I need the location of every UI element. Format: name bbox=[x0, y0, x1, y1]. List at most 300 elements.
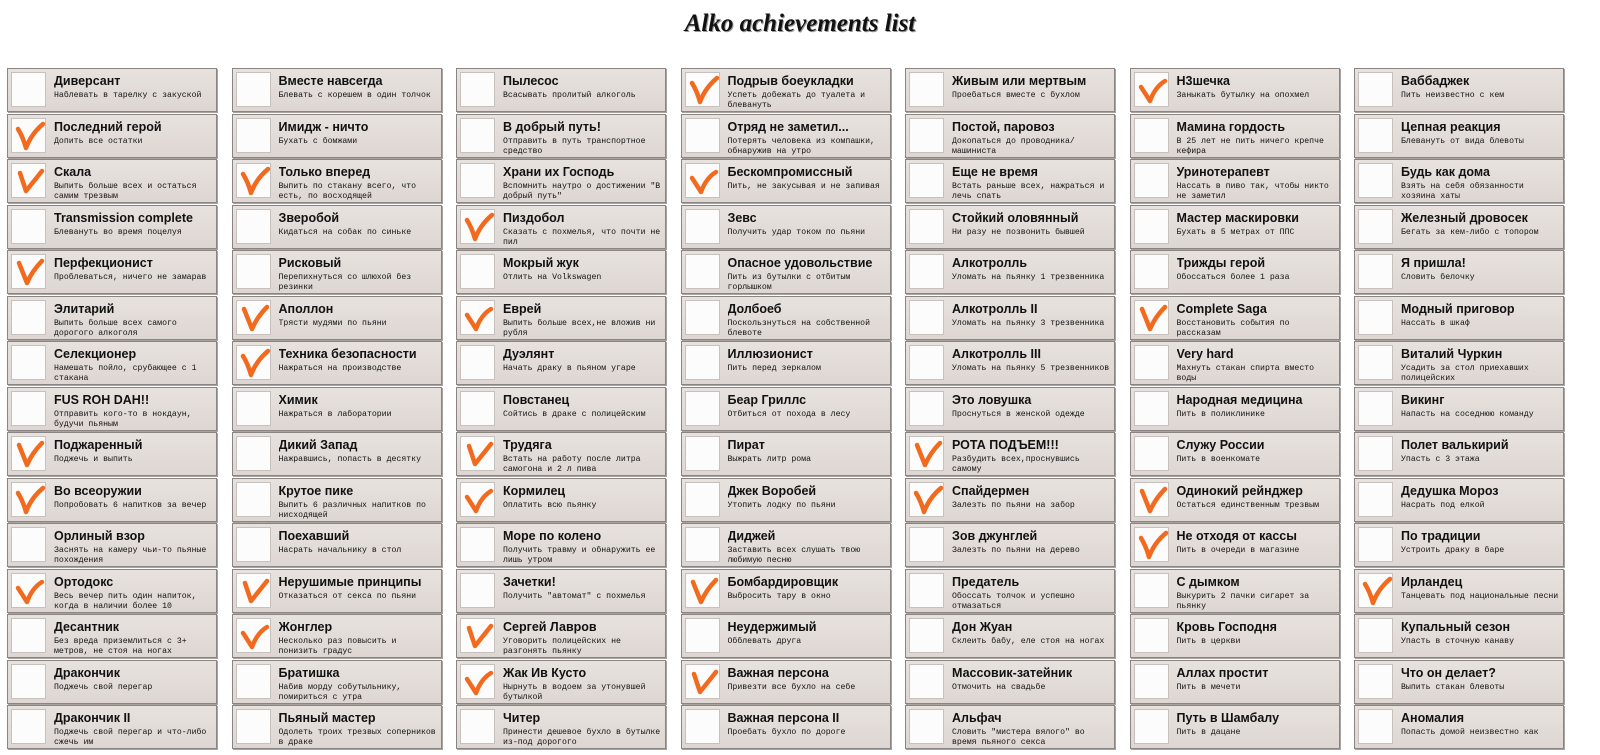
achievement-checkbox[interactable] bbox=[1134, 618, 1169, 653]
achievement-checkbox[interactable] bbox=[1358, 664, 1393, 699]
achievement-card[interactable] bbox=[905, 159, 1115, 203]
checkmark-icon bbox=[686, 73, 721, 108]
achievement-card[interactable] bbox=[681, 478, 891, 522]
achievement-checkbox[interactable] bbox=[236, 709, 271, 744]
achievement-checkbox[interactable] bbox=[685, 209, 720, 244]
achievement-card[interactable] bbox=[232, 296, 442, 340]
achievement-checkbox[interactable] bbox=[1134, 72, 1169, 107]
achievement-checkbox[interactable] bbox=[1358, 163, 1393, 198]
achievement-description: Проблеваться, ничего не замарав bbox=[54, 273, 207, 282]
achievement-description: Пить в очереди в магазине bbox=[1176, 546, 1300, 555]
achievement-title: С дымком bbox=[1176, 574, 1240, 589]
achievement-checkbox[interactable] bbox=[236, 391, 271, 426]
achievement-title: Аллах простит bbox=[1176, 665, 1269, 680]
achievement-checkbox[interactable] bbox=[685, 664, 720, 699]
achievement-card[interactable] bbox=[7, 478, 217, 522]
achievement-card[interactable] bbox=[1354, 569, 1564, 613]
achievement-card[interactable] bbox=[1354, 68, 1564, 112]
achievement-title: Скала bbox=[54, 165, 92, 179]
achievement-card[interactable] bbox=[1354, 660, 1564, 704]
achievement-card[interactable] bbox=[7, 569, 217, 613]
achievement-checkbox[interactable] bbox=[236, 72, 271, 107]
achievement-title: Жак Ив Кусто bbox=[503, 665, 587, 680]
achievement-title: Кормилец bbox=[503, 483, 566, 498]
achievement-title: Еврей bbox=[503, 301, 542, 316]
achievement-card[interactable] bbox=[1130, 569, 1340, 613]
achievement-card[interactable] bbox=[232, 523, 442, 567]
achievement-title: Стойкий оловянный bbox=[952, 210, 1079, 225]
achievement-card[interactable] bbox=[1354, 250, 1564, 294]
achievement-card[interactable] bbox=[7, 250, 217, 294]
achievement-card[interactable] bbox=[1130, 614, 1340, 658]
achievement-card[interactable] bbox=[232, 341, 442, 385]
achievement-checkbox[interactable] bbox=[909, 482, 944, 517]
achievement-card[interactable] bbox=[1130, 432, 1340, 476]
achievement-checkbox[interactable] bbox=[685, 709, 720, 744]
achievement-checkbox[interactable] bbox=[1134, 209, 1169, 244]
achievement-card[interactable] bbox=[232, 68, 442, 112]
achievement-checkbox[interactable] bbox=[909, 664, 944, 699]
achievement-card[interactable] bbox=[232, 387, 442, 431]
achievement-checkbox[interactable] bbox=[11, 72, 46, 107]
achievement-card[interactable] bbox=[456, 387, 666, 431]
achievement-checkbox[interactable] bbox=[1134, 664, 1169, 699]
achievement-card[interactable] bbox=[456, 660, 666, 704]
achievement-title: Аномалия bbox=[1401, 711, 1465, 725]
achievement-card[interactable] bbox=[1354, 705, 1564, 749]
achievement-checkbox[interactable] bbox=[1134, 709, 1169, 744]
achievement-card[interactable] bbox=[681, 296, 891, 340]
achievement-checkbox[interactable] bbox=[1134, 573, 1169, 608]
achievement-card[interactable] bbox=[7, 614, 217, 658]
achievement-checkbox[interactable] bbox=[11, 573, 46, 608]
achievement-card[interactable] bbox=[1130, 205, 1340, 249]
achievement-card[interactable] bbox=[1354, 432, 1564, 476]
achievement-checkbox[interactable] bbox=[685, 618, 720, 653]
achievement-card[interactable] bbox=[1354, 387, 1564, 431]
achievement-checkbox[interactable] bbox=[1358, 482, 1393, 517]
achievement-description: Блевать с корешем в один толчок bbox=[278, 91, 431, 100]
checkmark-icon bbox=[686, 164, 721, 199]
achievement-card[interactable] bbox=[1354, 296, 1564, 340]
achievement-checkbox[interactable] bbox=[11, 436, 46, 471]
achievement-checkbox[interactable] bbox=[11, 664, 46, 699]
achievement-checkbox[interactable] bbox=[685, 254, 720, 289]
achievement-title: Массовик-затейник bbox=[952, 665, 1073, 680]
achievement-card[interactable] bbox=[681, 250, 891, 294]
achievement-checkbox[interactable] bbox=[1358, 118, 1393, 153]
achievement-checkbox[interactable] bbox=[460, 345, 495, 380]
achievement-title: Опасное удовольствие bbox=[727, 256, 873, 270]
achievement-checkbox[interactable] bbox=[460, 618, 495, 653]
achievement-checkbox[interactable] bbox=[1358, 573, 1393, 608]
achievement-checkbox[interactable] bbox=[909, 209, 944, 244]
achievement-checkbox[interactable] bbox=[236, 573, 271, 608]
achievement-description: Залезть по пьяни на дерево bbox=[952, 546, 1080, 555]
achievement-card[interactable] bbox=[456, 341, 666, 385]
achievement-checkbox[interactable] bbox=[236, 300, 271, 335]
achievement-card[interactable] bbox=[232, 114, 442, 158]
achievement-checkbox[interactable] bbox=[685, 300, 720, 335]
achievement-title: Спайдермен bbox=[952, 483, 1030, 498]
achievement-description: Начать драку в пьяном угаре bbox=[503, 364, 636, 373]
achievement-title: Селекционер bbox=[54, 347, 137, 361]
achievement-title: Виталий Чуркин bbox=[1401, 347, 1503, 361]
achievement-description: Обблевать друга bbox=[727, 637, 802, 646]
achievement-checkbox[interactable] bbox=[685, 72, 720, 107]
checkmark-icon bbox=[12, 119, 47, 154]
achievement-checkbox[interactable] bbox=[1358, 72, 1393, 107]
achievement-card[interactable] bbox=[1354, 523, 1564, 567]
achievement-checkbox[interactable] bbox=[11, 618, 46, 653]
achievement-title: Железный дровосек bbox=[1401, 210, 1528, 225]
checkmark-icon bbox=[12, 437, 47, 472]
achievement-card[interactable] bbox=[456, 705, 666, 749]
achievement-card[interactable] bbox=[905, 387, 1115, 431]
achievement-card[interactable] bbox=[1354, 159, 1564, 203]
achievement-title: Трижды герой bbox=[1176, 256, 1266, 270]
achievement-card[interactable] bbox=[1130, 660, 1340, 704]
checkmark-icon bbox=[686, 574, 721, 609]
achievement-card[interactable] bbox=[681, 68, 891, 112]
achievement-checkbox[interactable] bbox=[909, 118, 944, 153]
achievement-checkbox[interactable] bbox=[1358, 709, 1393, 744]
achievement-checkbox[interactable] bbox=[1358, 391, 1393, 426]
achievement-card[interactable] bbox=[905, 614, 1115, 658]
achievement-description: Отказаться от секса по пьяни bbox=[278, 591, 417, 601]
checkmark-icon bbox=[686, 665, 721, 700]
achievement-title: Предатель bbox=[952, 574, 1020, 589]
achievement-card[interactable] bbox=[1130, 705, 1340, 749]
achievement-card[interactable] bbox=[905, 569, 1115, 613]
achievement-checkbox[interactable] bbox=[460, 254, 495, 289]
achievement-checkbox[interactable] bbox=[236, 254, 271, 289]
achievement-card[interactable] bbox=[7, 296, 217, 340]
achievement-card[interactable] bbox=[905, 341, 1115, 385]
achievement-checkbox[interactable] bbox=[909, 345, 944, 380]
achievement-card[interactable] bbox=[456, 114, 666, 158]
achievement-card[interactable] bbox=[1130, 478, 1340, 522]
achievement-checkbox[interactable] bbox=[685, 436, 720, 471]
achievement-checkbox[interactable] bbox=[236, 209, 271, 244]
achievement-checkbox[interactable] bbox=[460, 664, 495, 699]
achievement-card[interactable] bbox=[456, 432, 666, 476]
achievement-description: Пить из бутылки с отбитым горлышком bbox=[727, 273, 851, 292]
achievement-card[interactable] bbox=[7, 432, 217, 476]
achievement-description: Принести дешевое бухло в бутылке из-под дорогого bbox=[503, 728, 661, 747]
achievement-card[interactable] bbox=[905, 660, 1115, 704]
achievement-checkbox[interactable] bbox=[685, 527, 720, 562]
achievement-card[interactable] bbox=[1130, 250, 1340, 294]
achievement-title: Будь как дома bbox=[1401, 165, 1490, 179]
achievement-card[interactable] bbox=[1354, 478, 1564, 522]
achievement-card[interactable] bbox=[232, 478, 442, 522]
checkmark-icon bbox=[12, 255, 47, 290]
achievement-card[interactable] bbox=[1354, 114, 1564, 158]
achievement-title: Отряд не заметил... bbox=[727, 119, 849, 134]
achievement-description: Попробовать 6 напитков за вечер bbox=[54, 500, 207, 510]
achievement-checkbox[interactable] bbox=[1358, 527, 1393, 562]
achievement-card[interactable] bbox=[1354, 205, 1564, 249]
achievement-description: Пить, не закусывая и не запивая bbox=[727, 182, 880, 191]
achievement-checkbox[interactable] bbox=[685, 345, 720, 380]
achievement-checkbox[interactable] bbox=[11, 118, 46, 153]
achievement-title: Ортодокс bbox=[54, 574, 114, 589]
achievement-description: Склеить бабу, еле стоя на ногах bbox=[952, 637, 1105, 646]
achievement-card[interactable] bbox=[7, 523, 217, 567]
achievement-checkbox[interactable] bbox=[1358, 254, 1393, 289]
achievement-card[interactable] bbox=[456, 159, 666, 203]
achievement-checkbox[interactable] bbox=[236, 163, 271, 198]
achievement-description: Поджечь свой перегар bbox=[54, 682, 153, 692]
achievement-checkbox[interactable] bbox=[11, 709, 46, 744]
achievement-title: Рисковый bbox=[278, 256, 342, 270]
achievement-checkbox[interactable] bbox=[1134, 527, 1169, 562]
achievement-card[interactable] bbox=[456, 478, 666, 522]
achievement-checkbox[interactable] bbox=[460, 300, 495, 335]
achievement-checkbox[interactable] bbox=[909, 573, 944, 608]
achievement-card[interactable] bbox=[905, 296, 1115, 340]
achievement-card[interactable] bbox=[7, 159, 217, 203]
achievement-card[interactable] bbox=[1354, 341, 1564, 385]
achievement-card[interactable] bbox=[681, 114, 891, 158]
achievement-card[interactable] bbox=[456, 68, 666, 112]
achievement-card[interactable] bbox=[905, 432, 1115, 476]
achievement-title: Трудяга bbox=[503, 438, 552, 452]
achievement-checkbox[interactable] bbox=[236, 345, 271, 380]
achievement-checkbox[interactable] bbox=[685, 573, 720, 608]
achievement-checkbox[interactable] bbox=[460, 527, 495, 562]
achievement-description: Заставить всех слушать твою любимую песню bbox=[727, 546, 861, 565]
achievement-checkbox[interactable] bbox=[1358, 436, 1393, 471]
achievement-checkbox[interactable] bbox=[909, 709, 944, 744]
achievement-description: Нажраться в лаборатории bbox=[278, 409, 392, 419]
achievement-checkbox[interactable] bbox=[460, 391, 495, 426]
achievement-card[interactable] bbox=[905, 250, 1115, 294]
achievement-title: Иллюзионист bbox=[727, 347, 813, 361]
achievement-card[interactable] bbox=[1130, 387, 1340, 431]
achievement-card[interactable] bbox=[905, 114, 1115, 158]
achievement-checkbox[interactable] bbox=[11, 209, 46, 244]
achievement-title: Одинокий рейнджер bbox=[1176, 483, 1303, 498]
achievement-card[interactable] bbox=[7, 341, 217, 385]
achievement-title: Беар Гриллс bbox=[727, 392, 807, 407]
achievement-card[interactable] bbox=[456, 296, 666, 340]
achievement-checkbox[interactable] bbox=[11, 163, 46, 198]
achievement-card[interactable] bbox=[7, 387, 217, 431]
achievement-checkbox[interactable] bbox=[11, 254, 46, 289]
achievement-card[interactable] bbox=[1130, 159, 1340, 203]
checkmark-icon bbox=[461, 483, 496, 518]
achievement-checkbox[interactable] bbox=[11, 345, 46, 380]
achievement-card[interactable] bbox=[7, 705, 217, 749]
achievement-description: Докопаться до проводника/машиниста bbox=[952, 136, 1075, 156]
achievement-card[interactable] bbox=[905, 523, 1115, 567]
achievement-description: Махнуть стакан спирта вместо воды bbox=[1176, 364, 1315, 383]
achievement-checkbox[interactable] bbox=[1134, 345, 1169, 380]
achievement-description: Уговорить полицейских не разгонять пьянку bbox=[503, 637, 621, 656]
achievement-checkbox[interactable] bbox=[11, 482, 46, 517]
achievement-title: Я пришла! bbox=[1401, 256, 1466, 270]
achievement-card[interactable] bbox=[1130, 114, 1340, 158]
achievement-checkbox[interactable] bbox=[685, 391, 720, 426]
achievement-card[interactable] bbox=[7, 660, 217, 704]
achievement-title: Дикий Запад bbox=[278, 438, 358, 452]
achievement-checkbox[interactable] bbox=[1134, 300, 1169, 335]
achievement-checkbox[interactable] bbox=[685, 163, 720, 198]
achievement-card[interactable] bbox=[232, 569, 442, 613]
achievement-card[interactable] bbox=[232, 205, 442, 249]
achievement-description: Восстановить события по рассказам bbox=[1176, 318, 1290, 338]
achievement-title: Пиздобол bbox=[503, 210, 565, 225]
achievement-card[interactable] bbox=[681, 432, 891, 476]
achievement-description: Словить "мистера вялого" во время пьяного секса bbox=[952, 728, 1085, 747]
achievement-title: Храни их Господь bbox=[503, 165, 615, 179]
achievement-title: Алкотролль II bbox=[952, 301, 1038, 316]
achievement-description: Сойтись в драке с полицейским bbox=[503, 409, 646, 419]
achievement-checkbox[interactable] bbox=[685, 118, 720, 153]
achievement-card[interactable] bbox=[1130, 523, 1340, 567]
achievement-checkbox[interactable] bbox=[460, 163, 495, 198]
achievement-checkbox[interactable] bbox=[685, 482, 720, 517]
achievement-checkbox[interactable] bbox=[909, 72, 944, 107]
achievement-checkbox[interactable] bbox=[909, 618, 944, 653]
achievement-checkbox[interactable] bbox=[236, 118, 271, 153]
achievement-description: Уломать на пьянку 1 трезвенника bbox=[952, 273, 1105, 282]
achievement-card[interactable] bbox=[1130, 68, 1340, 112]
checkmark-icon bbox=[910, 483, 945, 518]
achievement-card[interactable] bbox=[232, 159, 442, 203]
achievement-checkbox[interactable] bbox=[1134, 163, 1169, 198]
achievement-card[interactable] bbox=[681, 341, 891, 385]
achievement-checkbox[interactable] bbox=[909, 527, 944, 562]
achievement-checkbox[interactable] bbox=[236, 618, 271, 653]
achievement-card[interactable] bbox=[681, 614, 891, 658]
checkmark-icon bbox=[1135, 528, 1170, 563]
achievement-checkbox[interactable] bbox=[236, 482, 271, 517]
achievement-checkbox[interactable] bbox=[909, 254, 944, 289]
achievement-checkbox[interactable] bbox=[460, 118, 495, 153]
achievement-checkbox[interactable] bbox=[460, 72, 495, 107]
achievement-title: Алкотролль III bbox=[952, 347, 1041, 361]
achievement-card[interactable] bbox=[681, 205, 891, 249]
achievement-description: Выкурить 2 пачки сигарет за пьянку bbox=[1176, 591, 1310, 611]
achievement-description: Отлить на Volkswagen bbox=[503, 273, 602, 282]
achievement-description: Остаться единственным трезвым bbox=[1176, 500, 1319, 510]
achievement-checkbox[interactable] bbox=[236, 527, 271, 562]
achievement-checkbox[interactable] bbox=[1358, 209, 1393, 244]
achievement-description: Словить белочку bbox=[1401, 273, 1475, 282]
achievement-description: Танцевать под национальные песни bbox=[1401, 591, 1559, 601]
achievement-description: Потерять человека из компашки, обнаружив на утро bbox=[727, 136, 875, 156]
achievement-title: Повстанец bbox=[503, 392, 570, 407]
achievement-card[interactable] bbox=[681, 387, 891, 431]
achievement-card[interactable] bbox=[232, 250, 442, 294]
achievement-title: Дракончик II bbox=[54, 711, 131, 725]
achievement-card[interactable] bbox=[7, 114, 217, 158]
achievement-card[interactable] bbox=[456, 614, 666, 658]
achievement-card[interactable] bbox=[232, 660, 442, 704]
achievement-checkbox[interactable] bbox=[1358, 345, 1393, 380]
achievement-checkbox[interactable] bbox=[1134, 118, 1169, 153]
achievement-checkbox[interactable] bbox=[236, 664, 271, 699]
achievement-description: Блевануть от вида блевоты bbox=[1401, 136, 1524, 146]
achievement-card[interactable] bbox=[7, 205, 217, 249]
achievement-card[interactable] bbox=[456, 205, 666, 249]
achievement-checkbox[interactable] bbox=[460, 709, 495, 744]
achievement-checkbox[interactable] bbox=[1358, 618, 1393, 653]
achievement-card[interactable] bbox=[456, 523, 666, 567]
achievement-description: Перепихнуться со шлюхой без резинки bbox=[278, 273, 412, 292]
achievement-card[interactable] bbox=[232, 705, 442, 749]
achievement-checkbox[interactable] bbox=[1134, 254, 1169, 289]
achievement-checkbox[interactable] bbox=[460, 573, 495, 608]
achievement-checkbox[interactable] bbox=[11, 300, 46, 335]
achievement-checkbox[interactable] bbox=[909, 163, 944, 198]
achievement-description: Заныкать бутылку на опохмел bbox=[1176, 91, 1310, 100]
achievement-card[interactable] bbox=[7, 68, 217, 112]
achievement-card[interactable] bbox=[681, 159, 891, 203]
achievement-card[interactable] bbox=[232, 432, 442, 476]
achievement-description: Напасть на соседнюю команду bbox=[1401, 409, 1534, 419]
achievement-card[interactable] bbox=[681, 569, 891, 613]
checkmark-icon bbox=[461, 619, 496, 654]
achievement-title: Только вперед bbox=[278, 165, 371, 179]
achievement-checkbox[interactable] bbox=[909, 436, 944, 471]
achievement-checkbox[interactable] bbox=[11, 391, 46, 426]
achievement-title: Химик bbox=[278, 392, 318, 407]
achievement-card[interactable] bbox=[1130, 296, 1340, 340]
achievement-description: Вспомнить наутро о достижении "В добрый путь" bbox=[503, 182, 661, 201]
achievement-card[interactable] bbox=[232, 614, 442, 658]
achievement-card[interactable] bbox=[456, 250, 666, 294]
achievement-description: Обоссать толчок и успешно отмазаться bbox=[952, 591, 1075, 611]
achievement-card[interactable] bbox=[905, 205, 1115, 249]
achievement-checkbox[interactable] bbox=[909, 391, 944, 426]
achievement-card[interactable] bbox=[905, 478, 1115, 522]
achievement-checkbox[interactable] bbox=[1134, 436, 1169, 471]
achievement-title: Диджей bbox=[727, 529, 776, 543]
achievement-title: Дон Жуан bbox=[952, 620, 1013, 634]
achievement-description: Заснять на камеру чьи-то пьяные похождения bbox=[54, 546, 207, 565]
achievement-checkbox[interactable] bbox=[460, 436, 495, 471]
achievement-card[interactable] bbox=[1354, 614, 1564, 658]
achievement-description: Сказать с похмелья, что почти не пил bbox=[503, 227, 661, 247]
achievement-card[interactable] bbox=[905, 68, 1115, 112]
achievement-checkbox[interactable] bbox=[460, 209, 495, 244]
achievement-checkbox[interactable] bbox=[460, 482, 495, 517]
achievement-checkbox[interactable] bbox=[1358, 300, 1393, 335]
achievement-description: Пить в церкви bbox=[1176, 637, 1241, 646]
achievement-description: Насрать под елкой bbox=[1401, 500, 1485, 510]
achievement-checkbox[interactable] bbox=[11, 527, 46, 562]
achievement-checkbox[interactable] bbox=[1134, 482, 1169, 517]
achievement-checkbox[interactable] bbox=[909, 300, 944, 335]
achievement-title: Пьяный мастер bbox=[278, 711, 376, 725]
achievement-description: Уломать на пьянку 3 трезвенника bbox=[952, 318, 1105, 328]
achievement-checkbox[interactable] bbox=[236, 436, 271, 471]
achievement-title: Дуэлянт bbox=[503, 347, 555, 361]
achievement-card[interactable] bbox=[1130, 341, 1340, 385]
achievement-description: Отмочить на свадьбе bbox=[952, 682, 1046, 692]
achievement-card[interactable] bbox=[681, 705, 891, 749]
achievement-card[interactable] bbox=[905, 705, 1115, 749]
achievement-card[interactable] bbox=[681, 660, 891, 704]
achievement-checkbox[interactable] bbox=[1134, 391, 1169, 426]
achievement-card[interactable] bbox=[681, 523, 891, 567]
achievement-card[interactable] bbox=[456, 569, 666, 613]
achievement-title: Алкотролль bbox=[952, 256, 1028, 270]
